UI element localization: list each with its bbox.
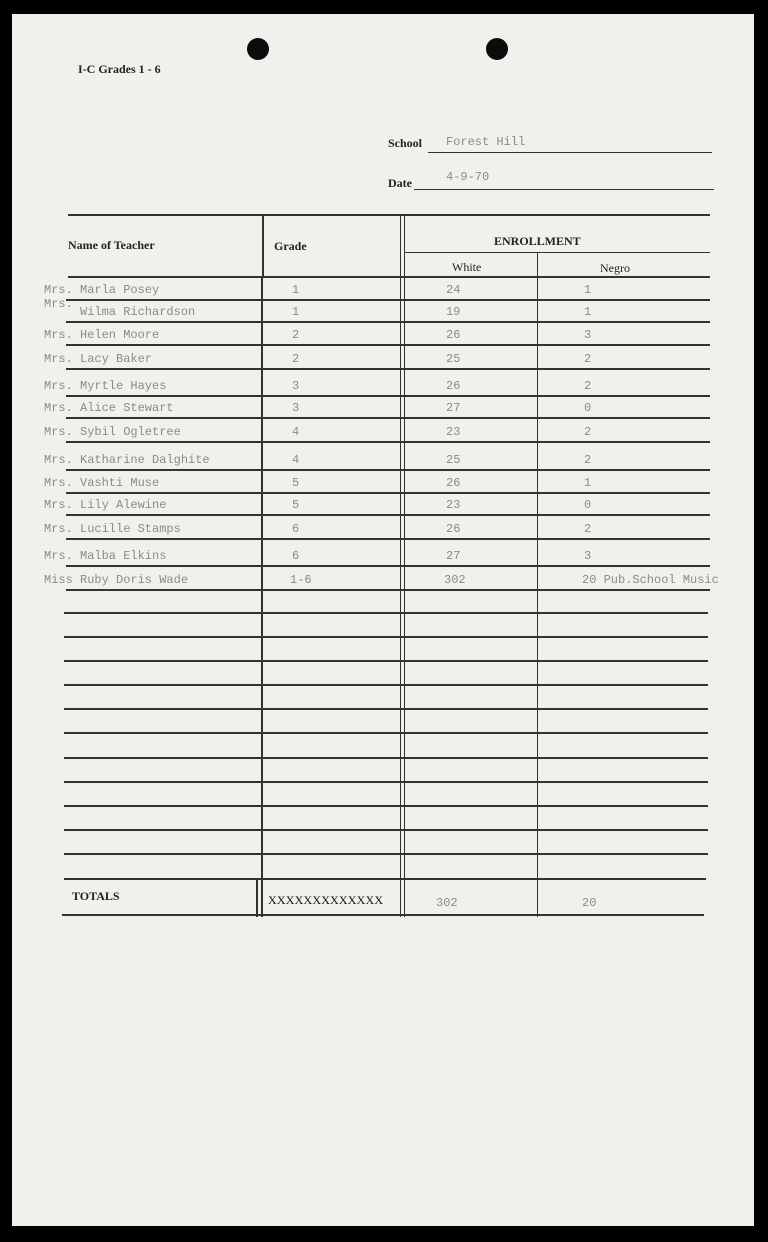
table-top-rule (68, 214, 710, 216)
header-bottom-rule (68, 276, 710, 278)
teacher-name: Ruby Doris Wade (80, 573, 189, 587)
teacher-title: Mrs. (44, 297, 73, 311)
enroll-negro: 2 (584, 425, 592, 439)
row-rule (66, 538, 710, 540)
teacher-name: Myrtle Hayes (80, 379, 167, 393)
row-rule (66, 514, 710, 516)
enroll-white: 25 (446, 352, 461, 366)
teacher-title: Mrs. (44, 379, 73, 393)
punch-hole-right (486, 38, 508, 60)
enroll-negro: 0 (584, 401, 592, 415)
teacher-title: Mrs. (44, 549, 73, 563)
enroll-negro: 0 (584, 498, 592, 512)
form-page (12, 14, 754, 1226)
teacher-grade: 3 (292, 379, 300, 393)
row-rule (66, 492, 710, 494)
header-name: Name of Teacher (68, 238, 155, 252)
teacher-name: Vashti Muse (80, 476, 160, 490)
teacher-grade: 6 (292, 522, 300, 536)
teacher-grade: 2 (292, 352, 300, 366)
row-rule (66, 344, 710, 346)
teacher-grade: 5 (292, 498, 300, 512)
teacher-name: Lucille Stamps (80, 522, 181, 536)
teacher-grade: 3 (292, 401, 300, 415)
teacher-title: Mrs. (44, 401, 73, 415)
teacher-name: Lily Alewine (80, 498, 167, 512)
totals-negro: 20 (582, 896, 597, 910)
blank-row-rule (64, 660, 708, 662)
date-value: 4-9-70 (446, 170, 490, 184)
totals-top-rule (64, 878, 706, 880)
teacher-name: Lacy Baker (80, 352, 153, 366)
header-grade: Grade (274, 239, 307, 253)
teacher-name: Wilma Richardson (80, 305, 196, 319)
enroll-negro: 2 (584, 352, 592, 366)
header-enrollment: ENROLLMENT (494, 234, 581, 248)
blank-row-rule (64, 805, 708, 807)
teacher-grade: 1 (292, 305, 300, 319)
teacher-title: Mrs. (44, 328, 73, 342)
col-div-1b (261, 277, 263, 917)
totals-label: TOTALS (72, 889, 120, 903)
enroll-white: 302 (444, 573, 466, 587)
form-id: I-C Grades 1 - 6 (78, 62, 161, 76)
enroll-white: 24 (446, 283, 461, 297)
blank-row-rule (64, 612, 708, 614)
teacher-name: Marla Posey (80, 283, 160, 297)
date-label: Date (388, 176, 412, 190)
teacher-name: Malba Elkins (80, 549, 167, 563)
blank-row-rule (64, 757, 708, 759)
teacher-grade: 4 (292, 425, 300, 439)
blank-row-rule (64, 636, 708, 638)
school-underline (428, 152, 712, 153)
teacher-name: Sybil Ogletree (80, 425, 181, 439)
teacher-name: Alice Stewart (80, 401, 174, 415)
totals-grade: XXXXXXXXXXXXX (268, 893, 384, 907)
teacher-title: Mrs. (44, 476, 73, 490)
enroll-white: 25 (446, 453, 461, 467)
school-label: School (388, 136, 423, 150)
enroll-white: 27 (446, 401, 461, 415)
enroll-white: 23 (446, 498, 461, 512)
enroll-white: 26 (446, 328, 461, 342)
teacher-title: Mrs. (44, 283, 73, 297)
totals-bottom-rule (62, 914, 704, 916)
enroll-negro: 2 (584, 453, 592, 467)
blank-row-rule (64, 708, 708, 710)
teacher-title: Mrs. (44, 522, 73, 536)
teacher-grade: 6 (292, 549, 300, 563)
col-div-3 (537, 252, 538, 917)
enroll-white: 27 (446, 549, 461, 563)
enroll-negro: 20 Pub.School Music (582, 573, 719, 587)
teacher-title: Mrs. (44, 453, 73, 467)
col-div-name-left (256, 880, 258, 917)
enroll-negro: 3 (584, 549, 592, 563)
row-rule (66, 417, 710, 419)
header-negro: Negro (600, 261, 630, 275)
teacher-title: Miss (44, 573, 73, 587)
row-rule (66, 469, 710, 471)
enroll-negro: 2 (584, 522, 592, 536)
row-rule (66, 395, 710, 397)
blank-row-rule (64, 684, 708, 686)
header-white: White (452, 260, 482, 274)
blank-row-rule (64, 829, 708, 831)
enroll-negro: 1 (584, 476, 592, 490)
row-rule (66, 565, 710, 567)
teacher-grade: 4 (292, 453, 300, 467)
enrollment-rule (404, 252, 710, 253)
teacher-title: Mrs. (44, 425, 73, 439)
punch-hole-left (247, 38, 269, 60)
teacher-grade: 1-6 (290, 573, 312, 587)
teacher-name: Helen Moore (80, 328, 160, 342)
enroll-white: 26 (446, 476, 461, 490)
row-rule (66, 441, 710, 443)
blank-row-rule (64, 853, 708, 855)
blank-row-rule (64, 732, 708, 734)
row-rule (66, 321, 710, 323)
teacher-grade: 2 (292, 328, 300, 342)
enroll-negro: 1 (584, 283, 592, 297)
col-div-1 (262, 215, 264, 277)
enroll-white: 26 (446, 379, 461, 393)
enroll-white: 23 (446, 425, 461, 439)
row-rule (66, 299, 710, 301)
teacher-title: Mrs. (44, 498, 73, 512)
enroll-negro: 1 (584, 305, 592, 319)
enroll-negro: 2 (584, 379, 592, 393)
row-rule (66, 368, 710, 370)
teacher-title: Mrs. (44, 352, 73, 366)
enroll-negro: 3 (584, 328, 592, 342)
enroll-white: 26 (446, 522, 461, 536)
row-rule (66, 589, 710, 591)
school-value: Forest Hill (446, 135, 526, 149)
blank-row-rule (64, 781, 708, 783)
totals-white: 302 (436, 896, 458, 910)
teacher-grade: 1 (292, 283, 300, 297)
teacher-grade: 5 (292, 476, 300, 490)
teacher-name: Katharine Dalghite (80, 453, 210, 467)
date-underline (414, 189, 714, 190)
enroll-white: 19 (446, 305, 461, 319)
